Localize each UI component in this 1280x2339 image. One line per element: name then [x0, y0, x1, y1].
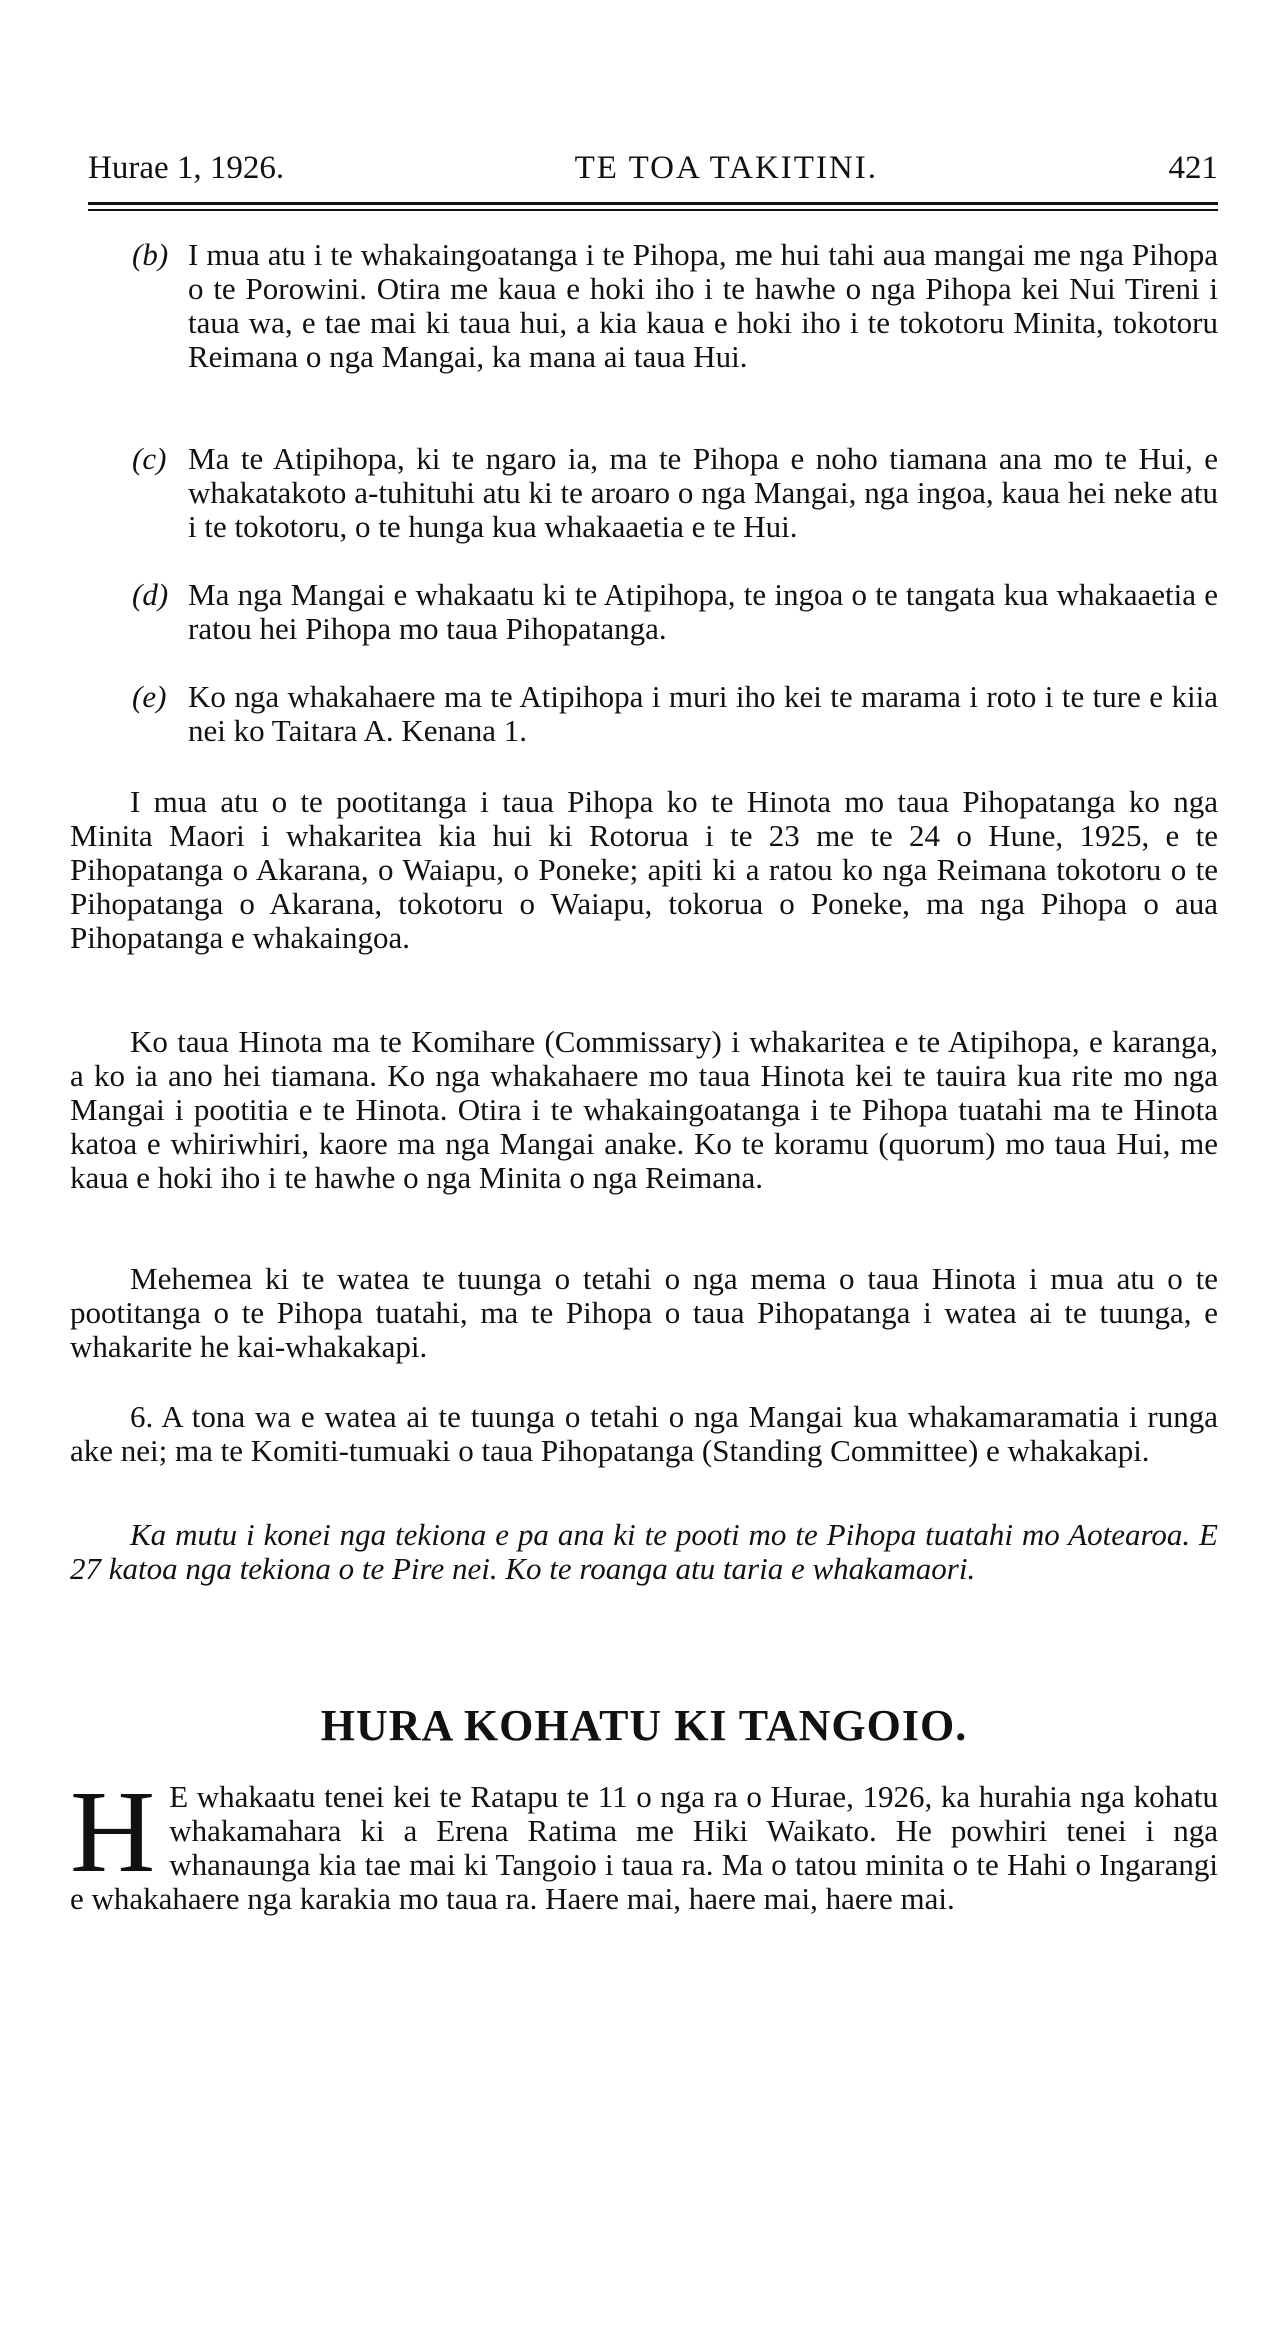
- header-title: TE TOA TAKITINI.: [574, 150, 879, 186]
- paragraph-komihare: Ko taua Hinota ma te Komihare (Commissary) i whakaritea e te Atipihopa, e karanga, a ko ia ano hei tiamana. Ko nga whakahaere mo taua Hinota kei te tauira kua rite mo nga Mangai i pootitia e te Hinota. Otira i te whakaingoatanga i te Pihopa tuatahi ma te Hinota katoa e whiriwhiri, kaore ma nga Mangai anake. Ko te koramu (quorum) mo taua Hui, me kaua e hoki iho i te hawhe o nga Minita o nga Reimana.: [70, 1024, 1218, 1195]
- clause-label: (c): [132, 441, 167, 476]
- running-header: [88, 150, 1218, 198]
- italic-editor-note: Ka mutu i konei nga tekiona e pa ana ki te pooti mo te Pihopa tuatahi mo Aotearoa. E 27 katoa nga tekiona o te Pire nei. Ko te roanga atu taria e whakamaori.: [70, 1517, 1218, 1586]
- notice-paragraph: [70, 1766, 1218, 1916]
- paragraph-hinota: I mua atu o te pootitanga i taua Pihopa ko te Hinota mo taua Pihopatanga ko nga Minita Maori i whakaritea kia hui ki Rotorua i te 23 me te 24 o Hune, 1925, e te Pihopatanga o Akarana, o Waiapu, o Poneke; apiti ki a ratou ko nga Reimana tokotoru o te Pihopatanga o Akarana, tokotoru o Waiapu, tokorua o Poneke, ma nga Pihopa o aua Pihopatanga e whakaingoa.: [70, 784, 1218, 955]
- header-date: Hurae 1, 1926.: [88, 150, 285, 186]
- clause-text: Ko nga whakahaere ma te Atipihopa i muri iho kei te marama i roto i te ture e kiia nei ko Taitara A. Kenana 1.: [188, 679, 1218, 748]
- clause-text: I mua atu i te whakaingoatanga i te Pihopa, me hui tahi aua mangai me nga Pihopa o te Porowini. Otira me kaua e hoki iho i te hawhe o nga Pihopa kei Nui Tireni i taua wa, e tae mai ki taua hui, a kia kaua e hoki iho i te tokotoru Minita, tokotoru Reimana o nga Mangai, ka mana ai taua Hui.: [188, 237, 1218, 374]
- notice-text: E whakaatu tenei kei te Ratapu te 11 o nga ra o Hurae, 1926, ka hurahia nga kohatu whakamahara ki a Erena Ratima me Hiki Waikato. He powhiri tenei i nga whanaunga kia tae mai ki Tangoio i taua ra. Ma o tatou minita o te Hahi o Ingarangi e whakahaere nga karakia mo taua ra. Haere mai, haere mai, haere mai.: [70, 1779, 1218, 1916]
- section-heading: HURA KOHATU KI TANGOIO.: [320, 1701, 968, 1750]
- clause-label: (b): [132, 237, 169, 272]
- clause-label: (d): [132, 577, 169, 612]
- clause-d: [132, 577, 1218, 646]
- clause-text: Ma nga Mangai e whakaatu ki te Atipihopa, te ingoa o te tangata kua whakaaetia e ratou hei Pihopa mo taua Pihopatanga.: [188, 577, 1218, 646]
- clause-c: [132, 441, 1218, 544]
- clause-e: [132, 679, 1218, 748]
- clause-b: [132, 237, 1218, 374]
- header-rule-thick: [88, 202, 1218, 205]
- clause-text: Ma te Atipihopa, ki te ngaro ia, ma te Pihopa e noho tiamana ana mo te Hui, e whakatakoto a-tuhituhi atu ki te aroaro o nga Mangai, nga ingoa, kaua hei neke atu i te tokotoru, o te hunga kua whakaaetia e te Hui.: [188, 441, 1218, 544]
- drop-cap: H: [70, 1766, 156, 1897]
- paragraph-section-6: 6. A tona wa e watea ai te tuunga o tetahi o nga Mangai kua whakamaramatia i runga ake nei; ma te Komiti-tumuaki o taua Pihopatanga (Standing Committee) e whakakapi.: [70, 1399, 1218, 1468]
- page-number: 421: [1168, 150, 1218, 186]
- clause-label: (e): [132, 679, 167, 714]
- header-rule-thin: [88, 209, 1218, 211]
- paragraph-mehemea: Mehemea ki te watea te tuunga o tetahi o nga mema o taua Hinota i mua atu o te pootitanga o te Pihopa tuatahi, ma te Pihopa o taua Pihopatanga i watea ai te tuunga, e whakarite he kai-whakakapi.: [70, 1261, 1218, 1364]
